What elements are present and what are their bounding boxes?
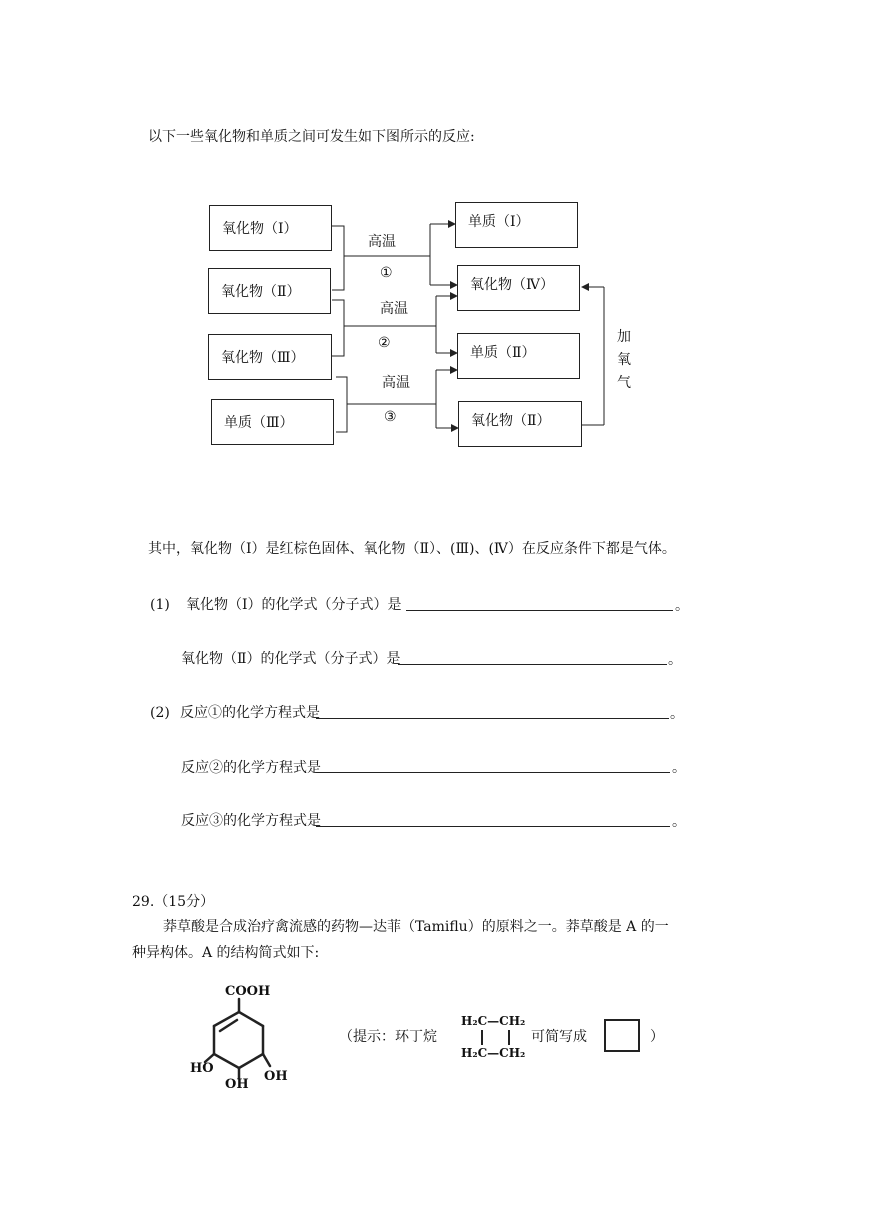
condition-label-2: 高温 bbox=[380, 301, 408, 317]
q1-a-period: 。 bbox=[675, 598, 689, 614]
q1-b-period: 。 bbox=[668, 652, 682, 668]
side-label-char-1: 加 bbox=[617, 329, 631, 345]
q2-c-period: 。 bbox=[672, 814, 686, 830]
hint-cyclobutane-bottom: H₂C—CH₂ bbox=[461, 1046, 526, 1060]
q2-b-text: 反应②的化学方程式是 bbox=[181, 760, 321, 776]
box-label: 氧化物（Ⅳ） bbox=[470, 277, 554, 293]
condition-num-3: ③ bbox=[384, 409, 397, 425]
q2-b-period: 。 bbox=[672, 760, 686, 776]
hint-cyclobutane-top: H₂C—CH₂ bbox=[461, 1014, 526, 1028]
intro-text: 以下一些氧化物和单质之间可发生如下图所示的反应: bbox=[148, 129, 475, 145]
q2-c-text: 反应③的化学方程式是 bbox=[181, 813, 321, 829]
q1-a-text: 氧化物（Ⅰ）的化学式（分子式）是 bbox=[186, 597, 402, 613]
hint-square-icon bbox=[604, 1019, 640, 1052]
box-label: 氧化物（Ⅰ） bbox=[222, 221, 298, 237]
description-text: 其中，氧化物（Ⅰ）是红棕色固体、氧化物（Ⅱ）、(Ⅲ)、(Ⅳ）在反应条件下都是气体。 bbox=[148, 541, 676, 557]
box-label: 氧化物（Ⅱ） bbox=[471, 413, 551, 429]
q1-prefix: (1) bbox=[150, 597, 170, 613]
q1-b-text: 氧化物（Ⅱ）的化学式（分子式）是 bbox=[181, 651, 401, 667]
structure-ho-left-label: HO bbox=[190, 1061, 214, 1076]
structure-oh-bottom-label: OH bbox=[225, 1077, 249, 1092]
box-label: 单质（Ⅰ） bbox=[468, 214, 530, 230]
side-label-char-2: 氧 bbox=[617, 352, 631, 368]
box-label: 单质（Ⅱ） bbox=[470, 345, 536, 361]
hint-open-text: （提示：环丁烷 bbox=[339, 1029, 437, 1045]
structure-oh-right-label: OH bbox=[264, 1069, 288, 1084]
q2-a-period: 。 bbox=[670, 706, 684, 722]
condition-num-1: ① bbox=[380, 265, 393, 281]
hint-mid-text: 可简写成 bbox=[531, 1029, 587, 1045]
q29-line1: 莽草酸是合成治疗禽流感的药物—达菲（Tamiflu）的原料之一。莽草酸是 A 的一 bbox=[163, 919, 669, 935]
condition-label-1: 高温 bbox=[368, 234, 396, 250]
q29-line2: 种异构体。A 的结构简式如下: bbox=[132, 945, 320, 961]
condition-num-2: ② bbox=[378, 335, 391, 351]
box-label: 氧化物（Ⅲ） bbox=[221, 350, 305, 366]
q2-prefix: (2) bbox=[150, 705, 170, 721]
structure-cooh-label: COOH bbox=[225, 984, 271, 999]
q29-title: 29.（15分） bbox=[132, 894, 215, 910]
q2-a-text: 反应①的化学方程式是 bbox=[180, 705, 320, 721]
box-label: 氧化物（Ⅱ） bbox=[221, 284, 301, 300]
condition-label-3: 高温 bbox=[382, 375, 410, 391]
hint-close-text: ） bbox=[650, 1029, 664, 1045]
side-label-char-3: 气 bbox=[617, 375, 631, 391]
box-label: 单质（Ⅲ） bbox=[224, 415, 294, 431]
